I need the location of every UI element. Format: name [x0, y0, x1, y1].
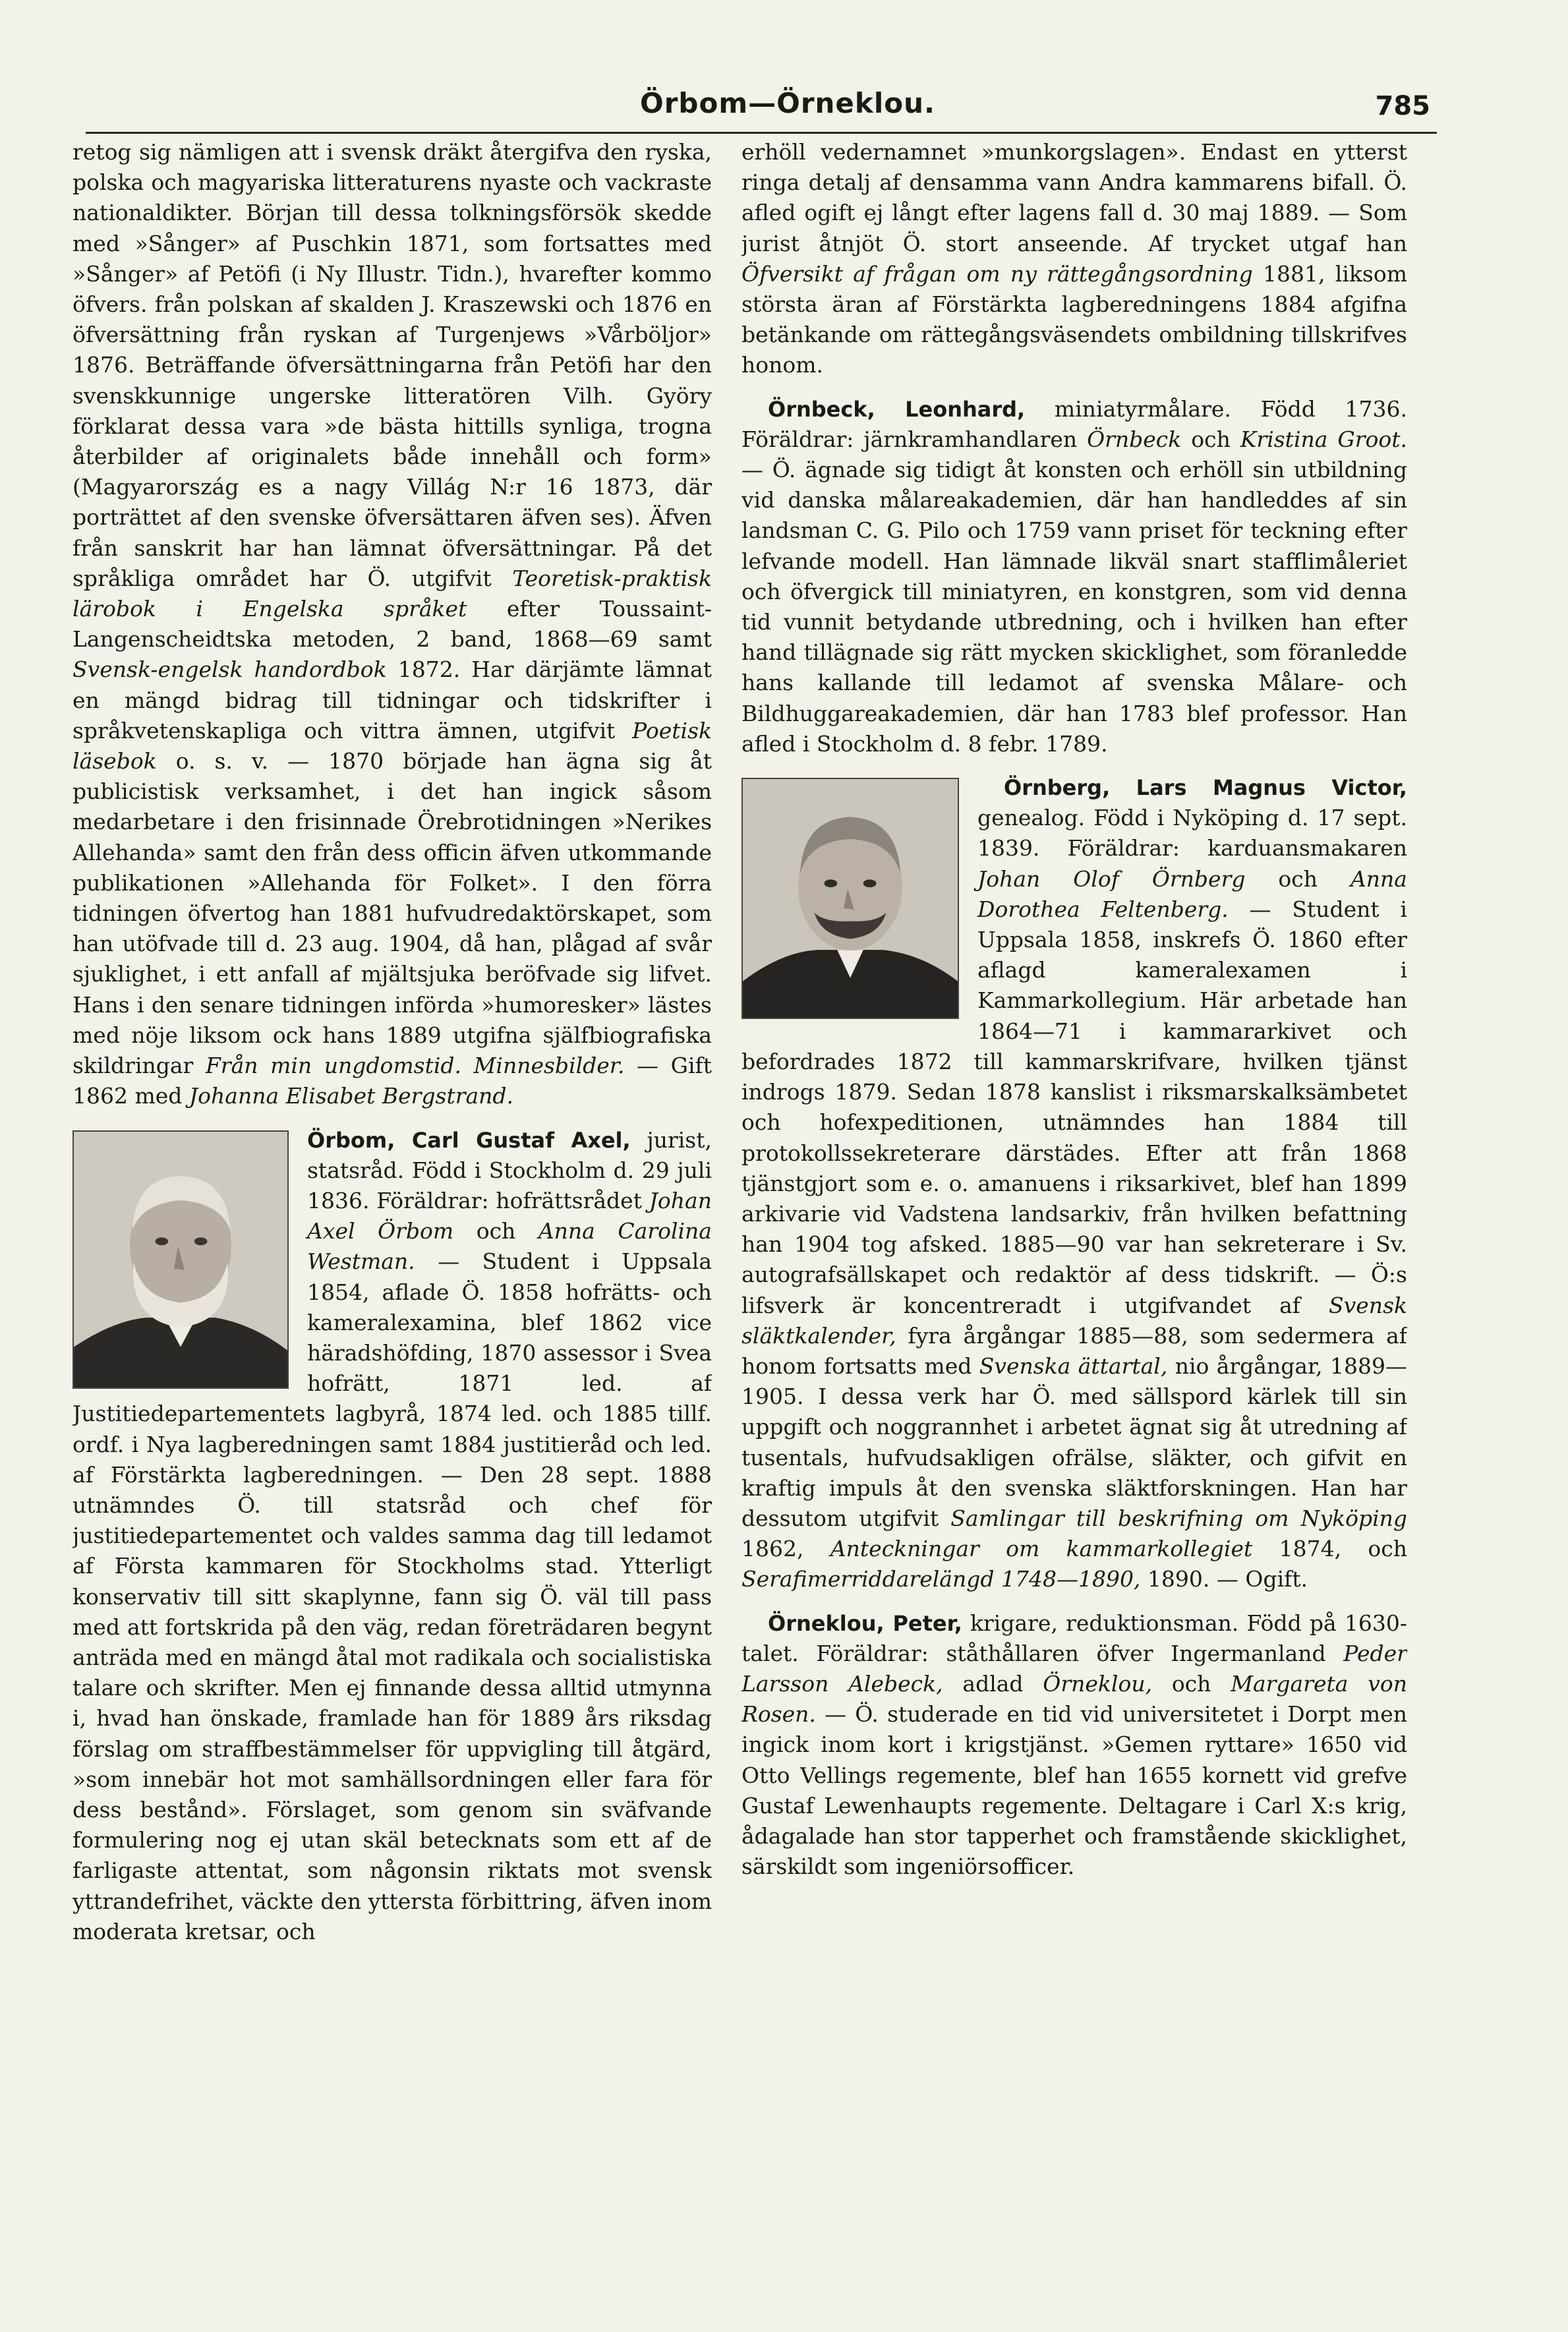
header-rule [86, 132, 1437, 134]
running-header-title: Örbom—Örneklou. [640, 87, 935, 119]
entry-ornbeck: Örnbeck, Leonhard, miniatyrmålare. Född 1736. Föräldrar: järnkramhandlaren Örnbeck och Kristina Groot. — Ö. ägnade sig tidigt åt konsten och erhöll sin utbildning vid danska målareakademien, där han handleddes af sin landsman C. G. Pilo och 1759 vann priset för teckning efter lefvande modell. Han lämnade likväl snart stafflimåleriet och öfvergick till miniatyren, en konstgren, som vid denna tid vunnit betydande utbredning, och i hvilken han efter hand tillägnade sig rätt mycken skicklighet, som föranledde hans kallande till ledamot af svenska Målare- och Bildhuggareakademien, där han 1783 blef professor. Han afled i Stockholm d. 8 febr. 1789. [741, 395, 1407, 757]
entry-headword: Örbom, Carl Gustaf Axel, [307, 1127, 631, 1153]
portrait-orbom [73, 1130, 289, 1389]
portrait-ornberg [741, 778, 959, 1019]
page-number: 785 [1375, 91, 1430, 121]
entry-ornberg: Örnberg, Lars Magnus Victor, genealog. Född i Nyköping d. 17 sept. 1839. Föräldrar: karduansmakaren Johan Olof Örnberg och Anna Dorothea Feltenberg. — Student i Uppsala 1858, inskrefs Ö. 1860 efter aflagd kameralexamen i Kammarkollegium. Här arbetade han 1864—71 i kammararkivet och befordrades 1872 till kammarskrifvare, hvilken tjänst indrogs 1879. Sedan 1878 kanslist i riksmarskalksämbetet och hofexpeditionen, utnämndes han 1884 till protokollssekreterare därstädes. Efter att från 1868 tjänstgjort som e. o. amanuens i riksarkivet, blef han 1899 arkivarie vid Vadstena landsarkiv, från hvilken befattning han 1904 tog afsked. 1885—90 var han sekreterare i Sv. autografsällskapet och redaktör af dess tidskrift. — Ö:s lifsverk är koncentreradt i utgifvandet af Svensk släktkalender, fyra årgångar 1885—88, som sedermera af honom fortsatts med Svenska ättartal, nio årgångar, 1889—1905. I dessa verk har Ö. med sällspord kärlek till sin uppgift och noggrannhet i arbetet ägnat sig åt utredning af tusentals, hufvudsakligen ofrälse, släkter, och gifvit en kraftig impuls åt den svenska släktforskningen. Han har dessutom utgifvit Samlingar till beskrifning om Nyköping 1862, Anteckningar om kammarkollegiet 1874, och Serafimerriddarelängd 1748—1890, 1890. — Ogift. [741, 775, 1407, 1592]
left-column [73, 137, 712, 2246]
entry-headword: Örneklou, Peter, [768, 1610, 962, 1636]
entry-orbom: Örbom, Carl Gustaf Axel, jurist, statsråd. Född i Stockholm d. 29 juli 1836. Föräldrar: hofrättsrådet Johan Axel Örbom och Anna Carolina Westman. — Student i Uppsala 1854, aflade Ö. 1858 hofrätts- och kameralexamina, blef 1862 vice häradshöfding, 1870 assessor i Svea hofrätt, 1871 led. af Justitiedepartementets lagbyrå, 1874 led. och 1885 tillf. ordf. i Nya lagberedningen samt 1884 justitieråd och led. af Förstärkta lagberedningen. — Den 28 sept. 1888 utnämndes Ö. till statsråd och chef för justitiedepartementet och valdes samma dag till ledamot af Första kammaren för Stockholms stad. Ytterligt konservativ till sitt skaplynne, fann sig Ö. väl till pass med att fortskrida på den väg, redan företrädaren begynt anträda med en mängd åtal mot radikala och socialistiska talare och skrifter. Men ej finnande dessa alltid utmynna i, hvad han önskade, framlade han för 1889 års riksdag förslag om straffbestämmelser för uppvigling till åtgärd, »som innebär hot mot samhällsordningen eller fara för dess bestånd». Förslaget, som genom sin sväfvande formulering nog ej utan skäl betecknats som ett af de farligaste attentat, som någonsin riktats mot svensk yttrandefrihet, väckte den yttersta förbittring, äfven inom moderata kretsar, och [73, 1126, 712, 1944]
entry-headword: Örnberg, Lars Magnus Victor, [1004, 775, 1407, 801]
continued-entry-orbom-text: erhöll vedernamnet »munkorgslagen». Endast en ytterst ringa detalj af densamma vann Andra kammarens bifall. Ö. afled ogift ej långt efter lagens fall d. 30 maj 1889. — Som jurist åtnjöt Ö. stort anseende. Af trycket utgaf han Öfversikt af frågan om ny rättegångsordning 1881, liksom största äran af Förstärkta lagberedningens 1884 afgifna betänkande om rättegångsväsendets ombildning tillskrifves honom. [741, 139, 1407, 378]
right-column [741, 137, 1407, 2246]
continued-entry-text: retog sig nämligen att i svensk dräkt återgifva den ryska, polska och magyariska litteraturens nyaste och vackraste nationaldikter. Början till dessa tolkningsförsök skedde med »Sånger» af Puschkin 1871, som fortsattes med »Sånger» af Petöfi (i Ny Illustr. Tidn.), hvarefter kommo öfvers. från polskan af skalden J. Kraszewski och 1876 en öfversättning från ryskan af Turgenjews »Vårböljor» 1876. Beträffande öfversättningarna från Petöfi har den svenskkunnige ungerske litteratören Vilh. Györy förklarat dessa vara »de bästa hittills synliga, trogna återbilder af originalets både innehåll och form» (Magyarország es a nagy Villág N:r 16 1873, där porträttet af den svenske öfversättaren äfven ses). Äfven från sanskrit har han lämnat öfversättningar. På det språkliga området har Ö. utgifvit Teoretisk-praktisk lärobok i Engelska språket efter Toussaint-Langenscheidtska metoden, 2 band, 1868—69 samt Svensk-engelsk handordbok 1872. Har därjämte lämnat en mängd bidrag till tidningar och tidskrifter i språkvetenskapliga och vittra ämnen, utgifvit Poetisk läsebok o. s. v. — 1870 började han ägna sig åt publicistisk verksamhet, i det han ingick såsom medarbetare i den frisinnade Örebrotidningen »Nerikes Allehanda» samt den från dess officin äfven utkommande publikationen »Allehanda för Folket». I den förra tidningen öfvertog han 1881 hufvudredaktörskapet, som han utöfvade till d. 23 aug. 1904, då han, plågad af svår sjuklighet, i ett anfall af mjältsjuka beröfvade sig lifvet. Hans i den senare tidningen införda »humoresker» lästes med nöje liksom ock hans 1889 utgifna själfbiografiska skildringar Från min ungdomstid. Minnesbilder. — Gift 1862 med Johanna Elisabet Bergstrand. [73, 139, 712, 1109]
entry-headword: Örnbeck, Leonhard, [768, 396, 1026, 422]
entry-orneklou: Örneklou, Peter, krigare, reduktionsman. Född på 1630-talet. Föräldrar: ståthållaren öfver Ingermanland Peder Larsson Alebeck, adlad Örneklou, och Margareta von Rosen. — Ö. studerade en tid vid universitetet i Dorpt men ingick inom kort i krigstjänst. »Gemen ryttare» 1650 vid Otto Vellings regemente, blef han 1655 kornett vid grefve Gustaf Lewenhaupts regemente. Deltagare i Carl X:s krig, ådagalade han stor tapperhet och framstående skicklighet, särskildt som ingeniörsofficer. [741, 1610, 1407, 1880]
